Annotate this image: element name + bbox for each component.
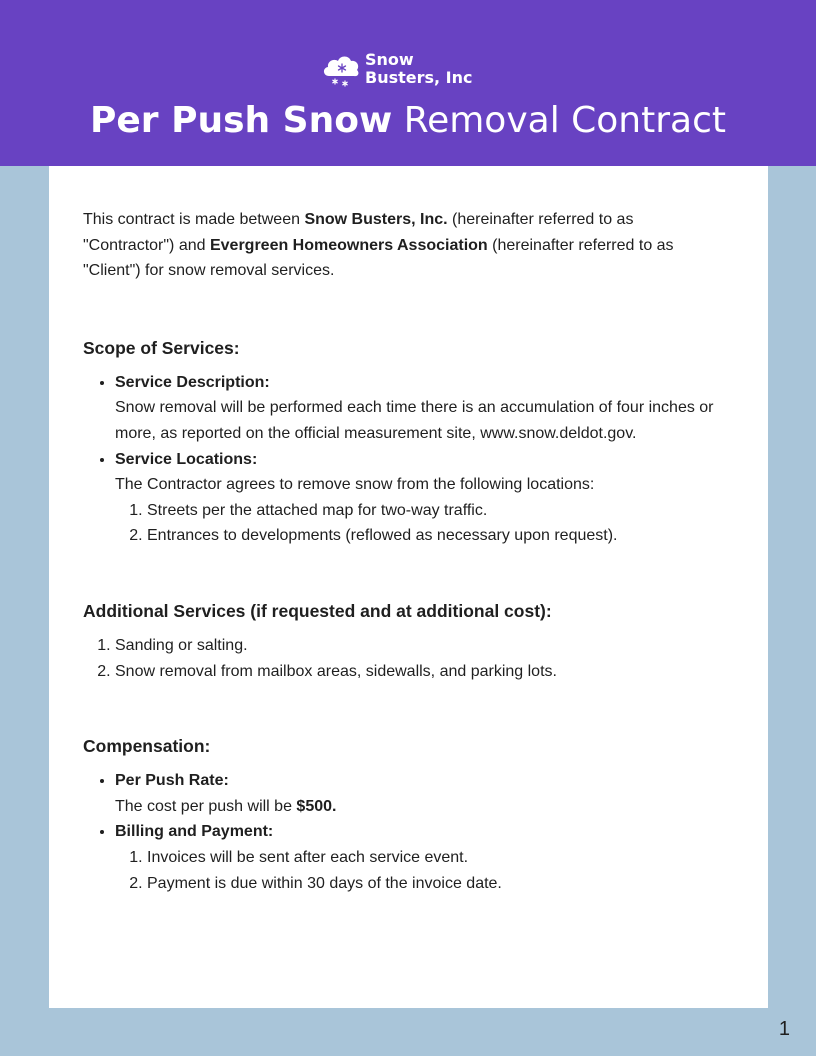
- intro-text-1: This contract is made between: [83, 211, 305, 228]
- scope-item-description: [115, 370, 723, 447]
- billing-item: 2. Payment is due within 30 days of the invoice date.: [147, 871, 723, 897]
- billing-list: [115, 845, 723, 896]
- intro-text-2: (hereinafter referred to as "Contractor") and: [83, 211, 634, 254]
- compensation-section: [83, 734, 723, 896]
- title-light-part: Removal Contract: [403, 100, 726, 141]
- rate-text: The cost per push will be: [115, 797, 297, 815]
- document-card: [49, 166, 768, 1008]
- scope-item-locations: [115, 447, 723, 549]
- scope-item-text: The Contractor agrees to remove snow from the following locations:: [115, 476, 595, 494]
- page-title: [0, 98, 816, 144]
- compensation-item-rate: [115, 768, 723, 819]
- logo-text: [365, 51, 473, 87]
- scope-item-label: Service Description:: [115, 373, 270, 391]
- compensation-heading: Compensation:: [83, 736, 211, 757]
- snow-cloud-icon: [321, 49, 361, 89]
- scope-item-text: Snow removal will be performed each time there is an accumulation of four inches or more, as reported on the official measurement site, www.snow.deldot.gov.: [115, 399, 714, 442]
- rate-value: $500.: [296, 797, 337, 815]
- logo-line-1: Snow: [365, 50, 414, 69]
- contractor-name: Snow Busters, Inc.: [304, 211, 448, 228]
- intro-paragraph: [83, 207, 723, 284]
- scope-heading: Scope of Services:: [83, 337, 240, 358]
- billing-item: 1. Invoices will be sent after each service event.: [147, 845, 723, 871]
- company-logo: [321, 49, 473, 89]
- locations-list: [115, 498, 723, 549]
- scope-list: [83, 370, 723, 549]
- rate-label: Per Push Rate:: [115, 772, 229, 790]
- additional-item: 1. Sanding or salting.: [115, 633, 723, 659]
- page-number: 1: [778, 1018, 790, 1040]
- compensation-list: [83, 768, 723, 896]
- scope-item-label: Service Locations:: [115, 450, 258, 468]
- additional-heading: Additional Services (if requested and at additional cost):: [83, 600, 552, 621]
- location-item: 2. Entrances to developments (reflowed as necessary upon request).: [147, 523, 723, 549]
- location-item: 1. Streets per the attached map for two-way traffic.: [147, 498, 723, 524]
- billing-label: Billing and Payment:: [115, 823, 274, 841]
- document-content: [83, 207, 723, 896]
- additional-section: [83, 599, 723, 684]
- header-banner: [0, 0, 816, 166]
- scope-section: [83, 336, 723, 549]
- additional-list: [83, 633, 723, 684]
- client-name: Evergreen Homeowners Association: [209, 236, 488, 254]
- title-bold-part: Per Push Snow: [89, 100, 393, 141]
- compensation-item-billing: [115, 819, 723, 896]
- logo-line-2: Busters, Inc: [365, 68, 473, 87]
- intro-text-3: (hereinafter referred to as "Client") for snow removal services.: [83, 236, 674, 280]
- additional-item: 2. Snow removal from mailbox areas, sidewalls, and parking lots.: [115, 659, 723, 685]
